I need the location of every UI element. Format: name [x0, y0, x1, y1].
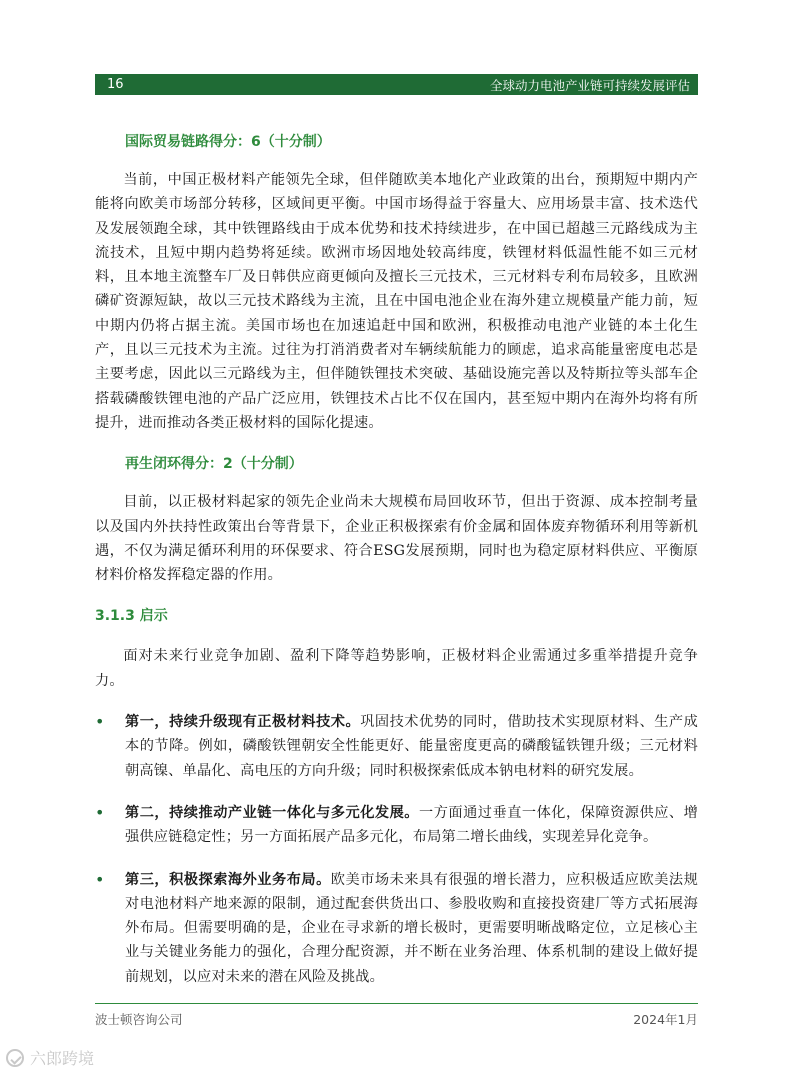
- watermark: [6, 1046, 94, 1069]
- insight-bullet-list: [95, 710, 698, 989]
- bullet-lead: 第一，持续升级现有正极材料技术。: [125, 714, 361, 731]
- bullet-dot-icon: •: [95, 869, 105, 889]
- trade-paragraph: 当前，中国正极材料产能领先全球，但伴随欧美本地化产业政策的出台，预期短中期内产能将向欧美市场部分转移，区域间更平衡。中国市场得益于容量大、应用场景丰富、技术迭代及发展领跑全球，其中铁锂路线由于成本优势和技术持续进步，在中国已超越三元路线成为主流技术，且短中期内趋势将延续。欧洲市场因地处较高纬度，铁锂材料低温性能不如三元材料，且本地主流整车厂及日韩供应商更倾向及擅长三元技术，三元材料专利布局较多，且欧洲磷矿资源短缺，故以三元技术路线为主流，且在中国电池企业在海外建立规模量产能力前，短中期内仍将占据主流。美国市场也在加速追赶中国和欧洲，积极推动电池产业链的本土化生产，且以三元技术为主流。过往为打消消费者对车辆续航能力的顾虑，追求高能量密度电芯是主要考虑，因此以三元路线为主，但伴随铁锂技术突破、基础设施完善以及特斯拉等头部车企搭载磷酸铁锂电池的产品广泛应用，铁锂技术占比不仅在国内，甚至短中期内在海外均将有所提升，进而推动各类正极材料的国际化提速。: [95, 172, 698, 431]
- footer-divider: [95, 1003, 698, 1004]
- recycle-paragraph: 目前，以正极材料起家的领先企业尚未大规模布局回收环节，但出于资源、成本控制考量以及国内外扶持性政策出台等背景下，企业正积极探索有价金属和固体废弃物循环利用等新机遇，不仅为满足循环利用的环保要求、符合ESG发展预期，同时也为稳定原材料供应、平衡原材料价格发挥稳定器的作用。: [95, 494, 698, 584]
- trade-score-title: 国际贸易链路得分：6（十分制）: [125, 134, 331, 150]
- bullet-text: 一方面通过垂直一体化，保障资源供应、增强供应链稳定性；另一方面拓展产品多元化，布局第二增长曲线，实现差异化竞争。: [125, 804, 698, 846]
- footer-company: 波士顿咨询公司: [95, 1012, 183, 1027]
- bullet-dot-icon: •: [95, 802, 105, 822]
- bullet-item: [95, 868, 698, 989]
- page-content: [95, 130, 698, 1007]
- bullet-text: 巩固技术优势的同时，借助技术实现原材料、生产成本的节降。例如，磷酸铁锂朝安全性能更好、能量密度更高的磷酸锰铁锂升级；三元材料朝高镍、单晶化、高电压的方向升级；同时积极探索低成本钠电材料的研究发展。: [125, 714, 698, 779]
- insight-heading: 3.1.3 启示: [95, 608, 168, 625]
- bullet-item: [95, 710, 698, 783]
- bullet-item: [95, 801, 698, 850]
- insight-paragraph: 面对未来行业竞争加剧、盈利下降等趋势影响，正极材料企业需通过多重举措提升竞争力。: [95, 648, 698, 689]
- bullet-lead: 第三，积极探索海外业务布局。: [125, 871, 331, 888]
- watermark-logo-icon: [6, 1049, 24, 1067]
- recycle-score-title: 再生闭环得分：2（十分制）: [125, 456, 303, 473]
- bullet-dot-icon: •: [95, 712, 105, 732]
- footer-date: 2024年1月: [633, 1012, 698, 1027]
- page-header: [95, 74, 698, 95]
- bullet-text: 欧美市场未来具有很强的增长潜力，应积极适应欧美法规对电池材料产地来源的限制，通过配套供货出口、参股收购和直接投资建厂等方式拓展海外布局。但需要明确的是，企业在寻求新的增长极时，更需要明晰战略定位，立足核心主业与关键业务能力的强化，合理分配资源，并不断在业务治理、体系机制的建设上做好提前规划，以应对未来的潜在风险及挑战。: [125, 871, 698, 985]
- bullet-lead: 第二，持续推动产业链一体化与多元化发展。: [125, 804, 419, 821]
- report-title: 全球动力电池产业链可持续发展评估: [489, 77, 690, 93]
- watermark-text: 六郎跨境: [30, 1049, 95, 1068]
- page-number: 16: [107, 77, 124, 92]
